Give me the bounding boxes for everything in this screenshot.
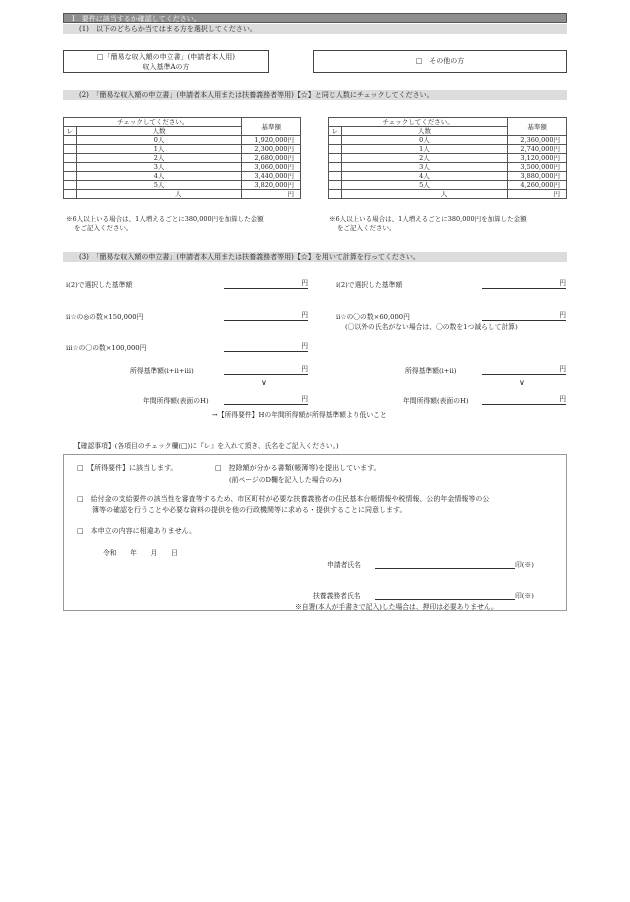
check-cell[interactable] [64, 172, 77, 181]
yen-unit: 円 [559, 395, 566, 403]
table-row [329, 190, 567, 199]
table-row [329, 181, 567, 190]
check-cell[interactable] [64, 190, 77, 199]
table-row [64, 145, 301, 154]
signature-footnote: ※自署(本人が手書きで記入)した場合は、押印は必要ありません。 [295, 603, 498, 611]
option-a-line1: □「簡易な収入額の申立書」(申請者本人用) [96, 53, 236, 61]
table-row [329, 136, 567, 145]
table-left [63, 117, 301, 199]
amount-cell: 3,440,000円 [242, 172, 301, 181]
section1-sub2 [63, 90, 567, 100]
count-cell: 5人 [341, 181, 508, 190]
amount-cell: 3,500,000円 [508, 163, 567, 172]
table-right-header-check: チェックしてください。 [329, 118, 508, 127]
count-input-cell[interactable]: 人 [76, 190, 242, 199]
table-left-note-line2: をご記入ください。 [74, 224, 133, 232]
count-cell: 5人 [76, 181, 242, 190]
confirm-header: 【確認事項】(各項目のチェック欄(□)に『レ』を入れて頂き、氏名をご記入ください。) [74, 442, 339, 450]
table-row [64, 190, 301, 199]
right-sum-field[interactable] [482, 365, 566, 375]
check-cell[interactable] [64, 154, 77, 163]
check-cell[interactable] [64, 145, 77, 154]
check-cell[interactable] [329, 163, 342, 172]
count-cell: 0人 [76, 136, 242, 145]
table-row [64, 163, 301, 172]
check-cell[interactable] [64, 136, 77, 145]
table-row [329, 145, 567, 154]
table-row [329, 163, 567, 172]
right-i-field[interactable] [482, 279, 566, 289]
confirm-item-consent-line2: 簿等の確認を行うことや必要な資料の提供を他の行政機関等に求める・提供することに同意します。 [92, 506, 407, 514]
table-right-note-line1: ※6人以上いる場合は、1人増えるごとに380,000円を加算した金額 [329, 215, 527, 223]
table-row [64, 154, 301, 163]
compare-symbol-right: ∨ [519, 378, 525, 387]
yen-unit: 円 [301, 342, 308, 350]
amount-input-cell[interactable]: 円 [242, 190, 301, 199]
left-iii-field[interactable] [224, 342, 308, 352]
yen-unit: 円 [301, 279, 308, 287]
yen-unit: 円 [559, 279, 566, 287]
yen-unit: 円 [301, 365, 308, 373]
supporter-name-label: 扶養義務者氏名 [313, 592, 361, 600]
count-cell: 4人 [341, 172, 508, 181]
table-row [64, 181, 301, 190]
section1-sub2-text: (2) 「簡易な収入額の申立書」(申請者本人用または扶養義務者等用)【☆】と同じ人数にチェックしてください。 [79, 91, 434, 99]
left-ii-label: ⅱ☆の◎の数×150,000円 [66, 313, 144, 321]
confirm-item-deduction-docs[interactable]: □ 控除額が分かる書類(帳簿等)を提出しています。 [215, 464, 381, 472]
yen-unit: 円 [559, 365, 566, 373]
table-row [329, 172, 567, 181]
table-left-header-count: 人数 [76, 127, 242, 136]
table-right [328, 117, 567, 199]
check-cell[interactable] [329, 181, 342, 190]
applicant-seal: 印(※) [515, 561, 534, 569]
amount-cell: 2,740,000円 [508, 145, 567, 154]
section1-header [63, 13, 567, 23]
right-ii-field[interactable] [482, 311, 566, 321]
count-cell: 3人 [76, 163, 242, 172]
right-ii-note: (〇以外の氏名がない場合は、〇の数を1つ減らして計算) [345, 323, 518, 331]
option-b-label: □ その他の方 [415, 57, 465, 65]
table-row [329, 154, 567, 163]
left-annual-field[interactable] [224, 395, 308, 405]
table-left-header-check: チェックしてください。 [64, 118, 242, 127]
amount-cell: 3,820,000円 [242, 181, 301, 190]
confirm-item-income[interactable]: □ 【所得要件】に該当します。 [77, 464, 178, 472]
check-cell[interactable] [329, 154, 342, 163]
check-cell[interactable] [329, 172, 342, 181]
amount-cell: 2,300,000円 [242, 145, 301, 154]
left-iii-label: ⅲ☆の〇の数×100,000円 [66, 344, 147, 352]
count-cell: 4人 [76, 172, 242, 181]
amount-cell: 3,880,000円 [508, 172, 567, 181]
option-a-line2: 収入基準Aの方 [142, 63, 190, 71]
table-left-note-line1: ※6人以上いる場合は、1人増えるごとに380,000円を加算した金額 [66, 215, 264, 223]
right-i-label: ⅰ(2)で選択した基準額 [336, 281, 403, 289]
date-field[interactable]: 令和 年 月 日 [103, 549, 178, 557]
applicant-name-field[interactable] [375, 568, 515, 569]
applicant-name-label: 申請者氏名 [327, 561, 361, 569]
table-left-header-amount: 基準額 [242, 118, 301, 136]
confirm-item-deduction-note: (前ページのD欄を記入した場合のみ) [229, 476, 342, 484]
table-right-header-mark: レ [329, 127, 342, 136]
count-cell: 2人 [76, 154, 242, 163]
count-cell: 1人 [76, 145, 242, 154]
left-i-field[interactable] [224, 279, 308, 289]
section1-sub1-text: (1) 以下のどちらか当てはまる方を選択してください。 [79, 25, 257, 33]
check-cell[interactable] [329, 190, 342, 199]
count-cell: 2人 [341, 154, 508, 163]
table-left-note [66, 215, 264, 233]
amount-cell: 2,680,000円 [242, 154, 301, 163]
section3-header-text: (3) 「簡易な収入額の申立書」(申請者本人用または扶養義務者等用)【☆】を用いて計算を行ってください。 [79, 253, 420, 261]
left-ii-field[interactable] [224, 311, 308, 321]
amount-cell: 3,060,000円 [242, 163, 301, 172]
check-cell[interactable] [329, 136, 342, 145]
section1-sub1 [63, 24, 567, 34]
amount-input-cell[interactable]: 円 [508, 190, 567, 199]
table-right-note-line2: をご記入ください。 [337, 224, 396, 232]
option-a-box[interactable] [63, 50, 269, 73]
right-annual-label: 年間所得額(表面のH) [403, 397, 469, 405]
compare-symbol-left: ∨ [261, 378, 267, 387]
yen-unit: 円 [301, 395, 308, 403]
confirm-item-consent[interactable]: □ 給付金の支給要件の該当性を審査等するため、市区町村が必要な扶養義務者の住民基本台帳情報や税情報、公的年金情報等の公 [77, 495, 490, 503]
count-input-cell[interactable]: 人 [341, 190, 508, 199]
right-annual-field[interactable] [482, 395, 566, 405]
amount-cell: 2,360,000円 [508, 136, 567, 145]
right-ii-label: ⅱ☆の〇の数×60,000円 [336, 313, 410, 321]
yen-unit: 円 [301, 311, 308, 319]
option-b-box[interactable] [313, 50, 567, 73]
table-right-header-amount: 基準額 [508, 118, 567, 136]
section3-header [63, 252, 567, 262]
amount-cell: 4,260,000円 [508, 181, 567, 190]
count-cell: 3人 [341, 163, 508, 172]
left-sum-field[interactable] [224, 365, 308, 375]
table-left-header-mark: レ [64, 127, 77, 136]
yen-unit: 円 [559, 311, 566, 319]
right-sum-label: 所得基準額(ⅰ+ⅱ) [405, 367, 457, 375]
count-cell: 1人 [341, 145, 508, 154]
amount-cell: 1,920,000円 [242, 136, 301, 145]
table-right-note [329, 215, 527, 233]
confirm-item-truthful[interactable]: □ 本申立の内容に相違ありません。 [77, 527, 197, 535]
section1-header-text: Ⅰ 要件に該当するか確認してください。 [72, 15, 201, 23]
amount-cell: 3,120,000円 [508, 154, 567, 163]
supporter-name-field[interactable] [375, 599, 515, 600]
income-requirement-note: →【所得要件】Hの年間所得額が所得基準額より低いこと [212, 411, 387, 419]
supporter-seal: 印(※) [515, 592, 534, 600]
table-right-header-count: 人数 [341, 127, 508, 136]
left-i-label: ⅰ(2)で選択した基準額 [66, 281, 133, 289]
check-cell[interactable] [64, 163, 77, 172]
table-row [64, 172, 301, 181]
left-annual-label: 年間所得額(表面のH) [143, 397, 209, 405]
count-cell: 0人 [341, 136, 508, 145]
table-row [64, 136, 301, 145]
left-sum-label: 所得基準額(ⅰ+ⅱ+ⅲ) [130, 367, 194, 375]
check-cell[interactable] [64, 181, 77, 190]
check-cell[interactable] [329, 145, 342, 154]
